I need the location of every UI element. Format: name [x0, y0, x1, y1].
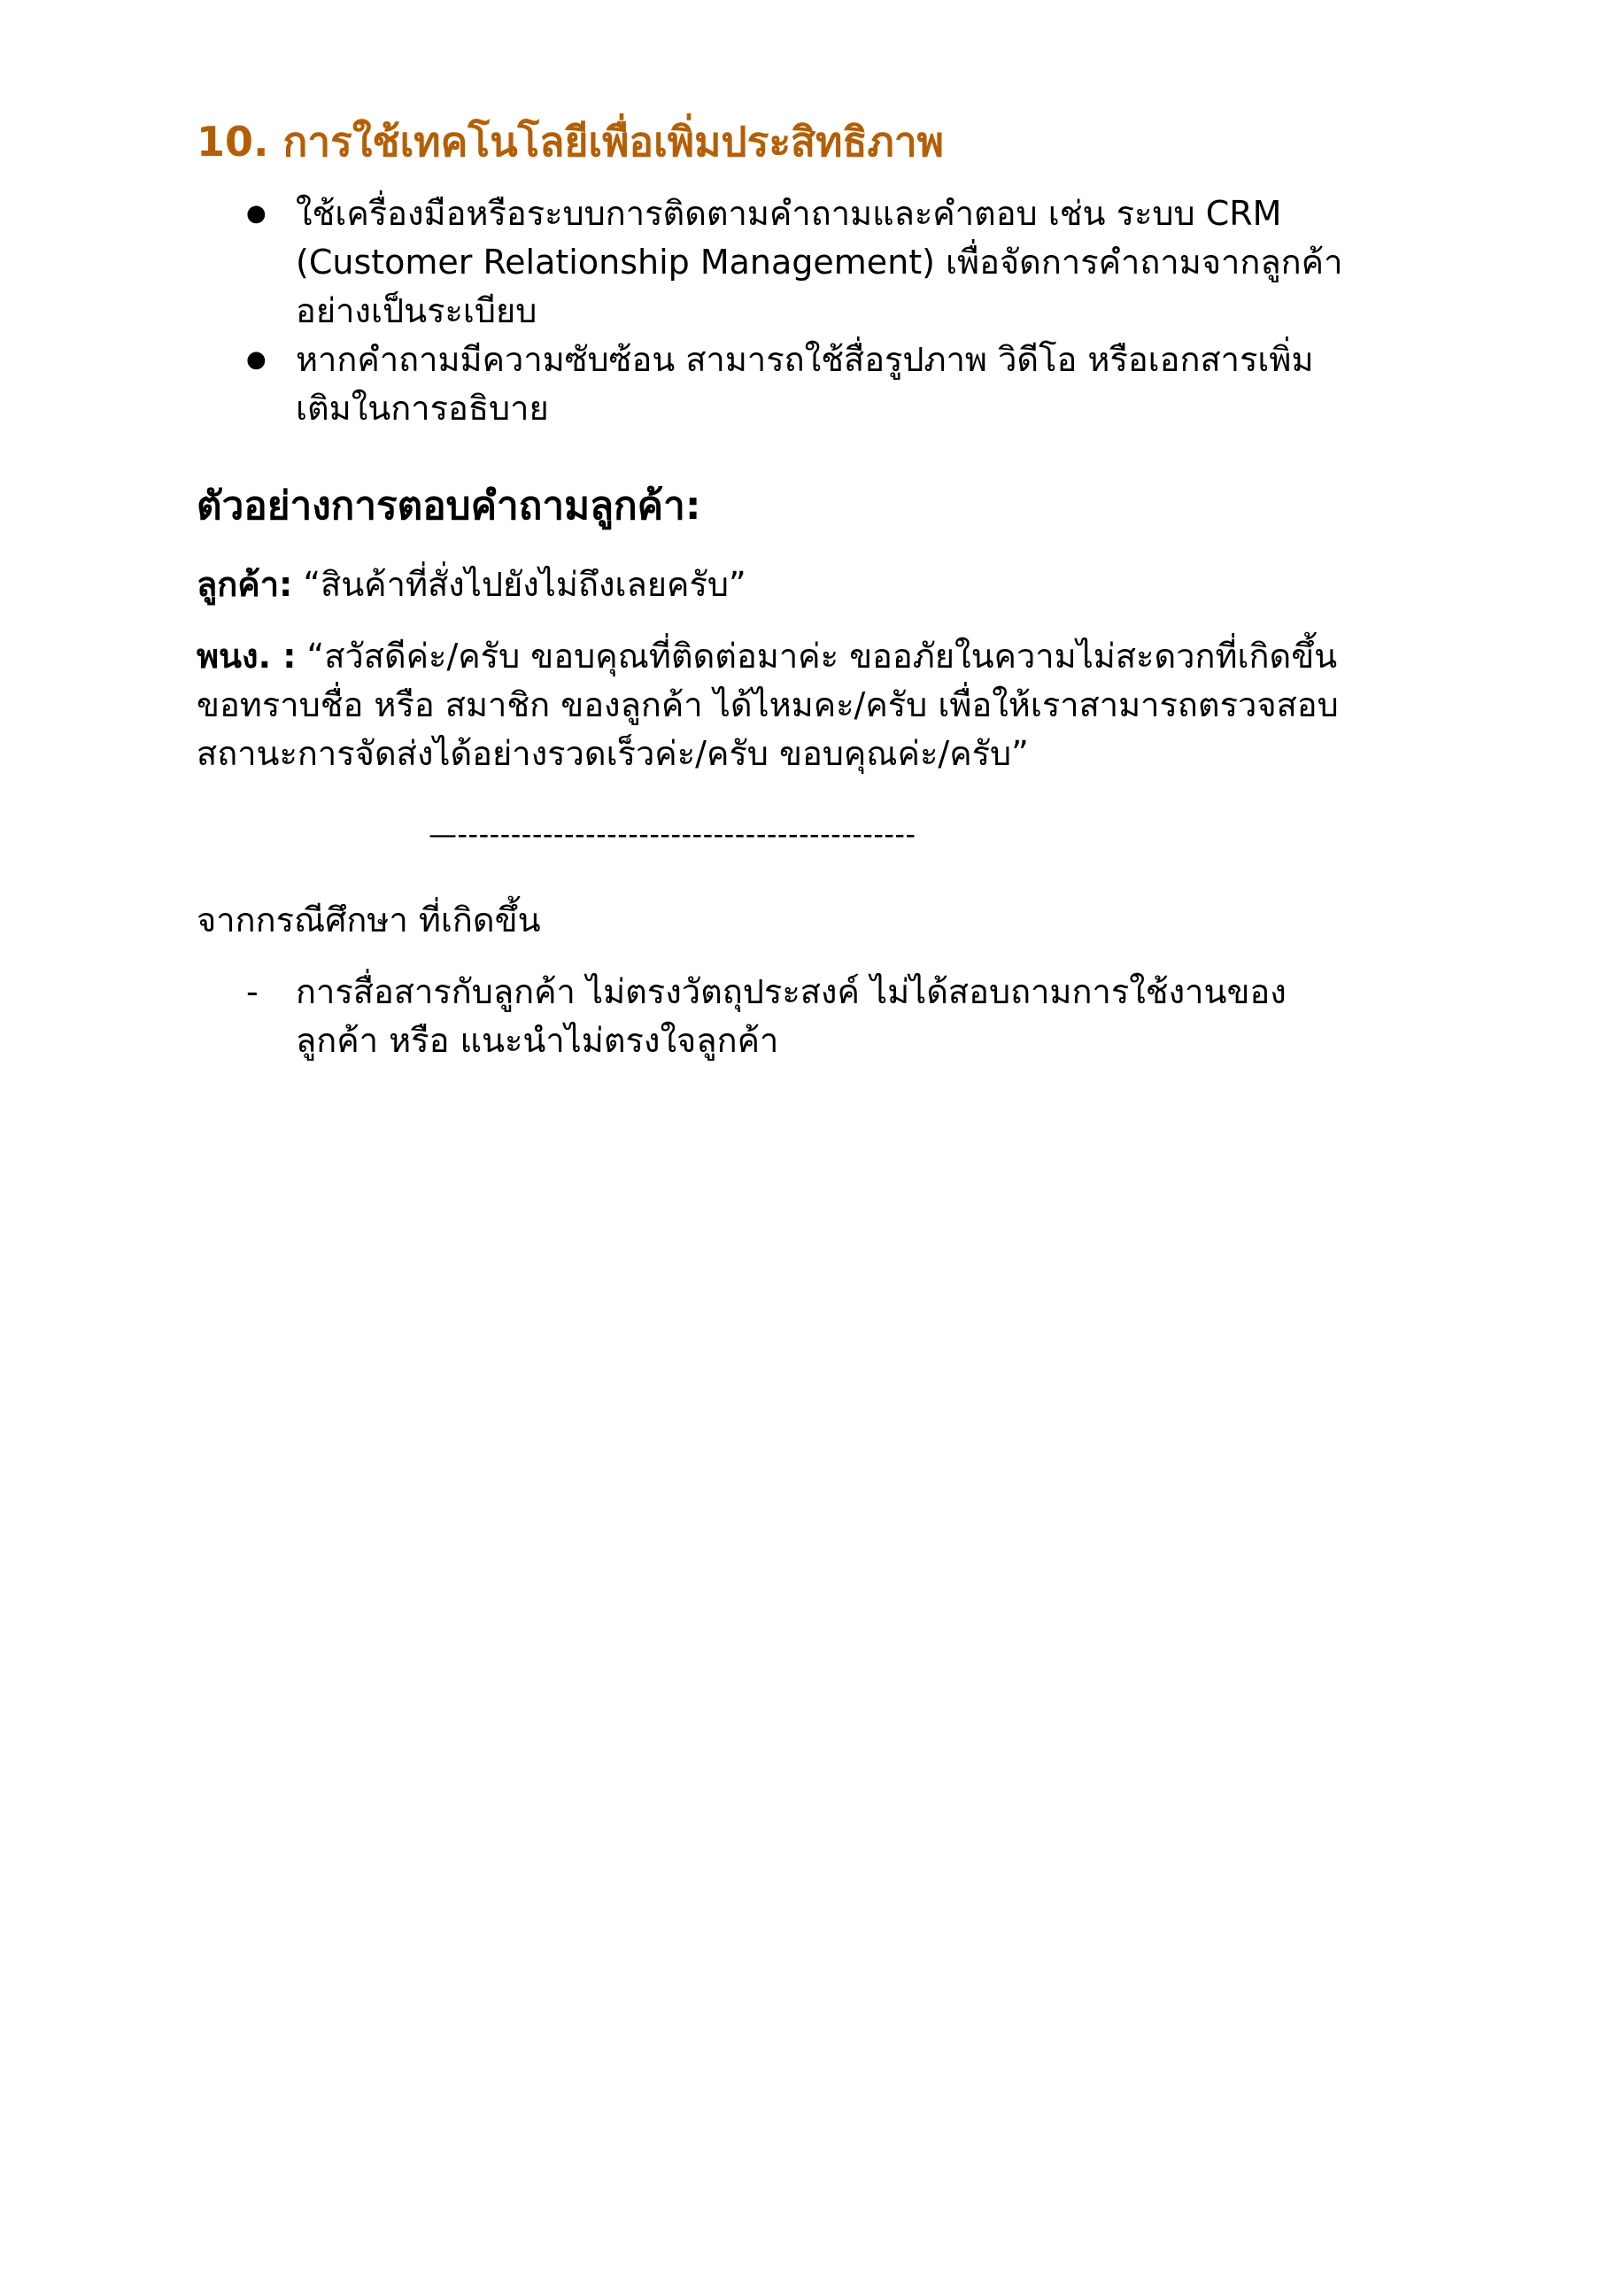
bullet-line: หากคำถามมีความซับซ้อน สามารถใช้สื่อรูปภาพ วิดีโอ หรือเอกสารเพิ่ม	[296, 340, 1314, 379]
customer-quote: “สินค้าที่สั่งไปยังไม่ถึงเลยครับ”	[292, 565, 746, 604]
staff-quote-line: สถานะการจัดส่งได้อย่างรวดเร็วค่ะ/ครับ ขอบคุณค่ะ/ครับ”	[197, 734, 1029, 773]
bullet-line: อย่างเป็นระเบียบ	[296, 291, 537, 330]
staff-line	[197, 632, 1436, 681]
bullet-item	[197, 336, 1436, 433]
dash-line: การสื่อสารกับลูกค้า ไม่ตรงวัตถุประสงค์ ไม่ได้สอบถามการใช้งานของ	[296, 972, 1287, 1011]
dash-item	[197, 968, 1436, 1065]
staff-reply	[197, 632, 1436, 778]
bullet-marker: ●	[246, 346, 267, 373]
example-heading: ตัวอย่างการตอบคำถามลูกค้า:	[197, 483, 701, 529]
bullet-list	[197, 189, 1436, 433]
dash-line: ลูกค้า หรือ แนะนำไม่ตรงใจลูกค้า	[296, 1021, 779, 1060]
bullet-marker: ●	[246, 200, 267, 227]
bullet-line: เติมในการอธิบาย	[296, 389, 549, 428]
dash-marker: -	[246, 972, 259, 1011]
divider: —-------------------------------------------	[429, 817, 916, 851]
bullet-line: ใช้เครื่องมือหรือระบบการติดตามคำถามและคำตอบ เช่น ระบบ CRM	[296, 194, 1282, 233]
staff-quote-line: ขอทราบชื่อ หรือ สมาชิก ของลูกค้า ได้ไหมคะ/ครับ เพื่อให้เราสามารถตรวจสอบ	[197, 685, 1339, 724]
bullet-item	[197, 189, 1436, 336]
customer-speaker: ลูกค้า:	[197, 565, 293, 604]
section-heading: 10. การใช้เทคโนโลยีเพื่อเพิ่มประสิทธิภาพ	[197, 118, 944, 166]
dash-list	[197, 968, 1436, 1065]
bullet-line: (Customer Relationship Management) เพื่อจัดการคำถามจากลูกค้า	[296, 243, 1343, 282]
staff-quote-line: “สวัสดีค่ะ/ครับ ขอบคุณที่ติดต่อมาค่ะ ขออภัยในความไม่สะดวกที่เกิดขึ้น	[296, 637, 1338, 676]
customer-line	[197, 560, 1436, 609]
case-intro: จากกรณีศึกษา ที่เกิดขึ้น	[197, 901, 541, 939]
staff-speaker: พนง. :	[197, 637, 297, 676]
page-content	[197, 106, 1436, 1065]
